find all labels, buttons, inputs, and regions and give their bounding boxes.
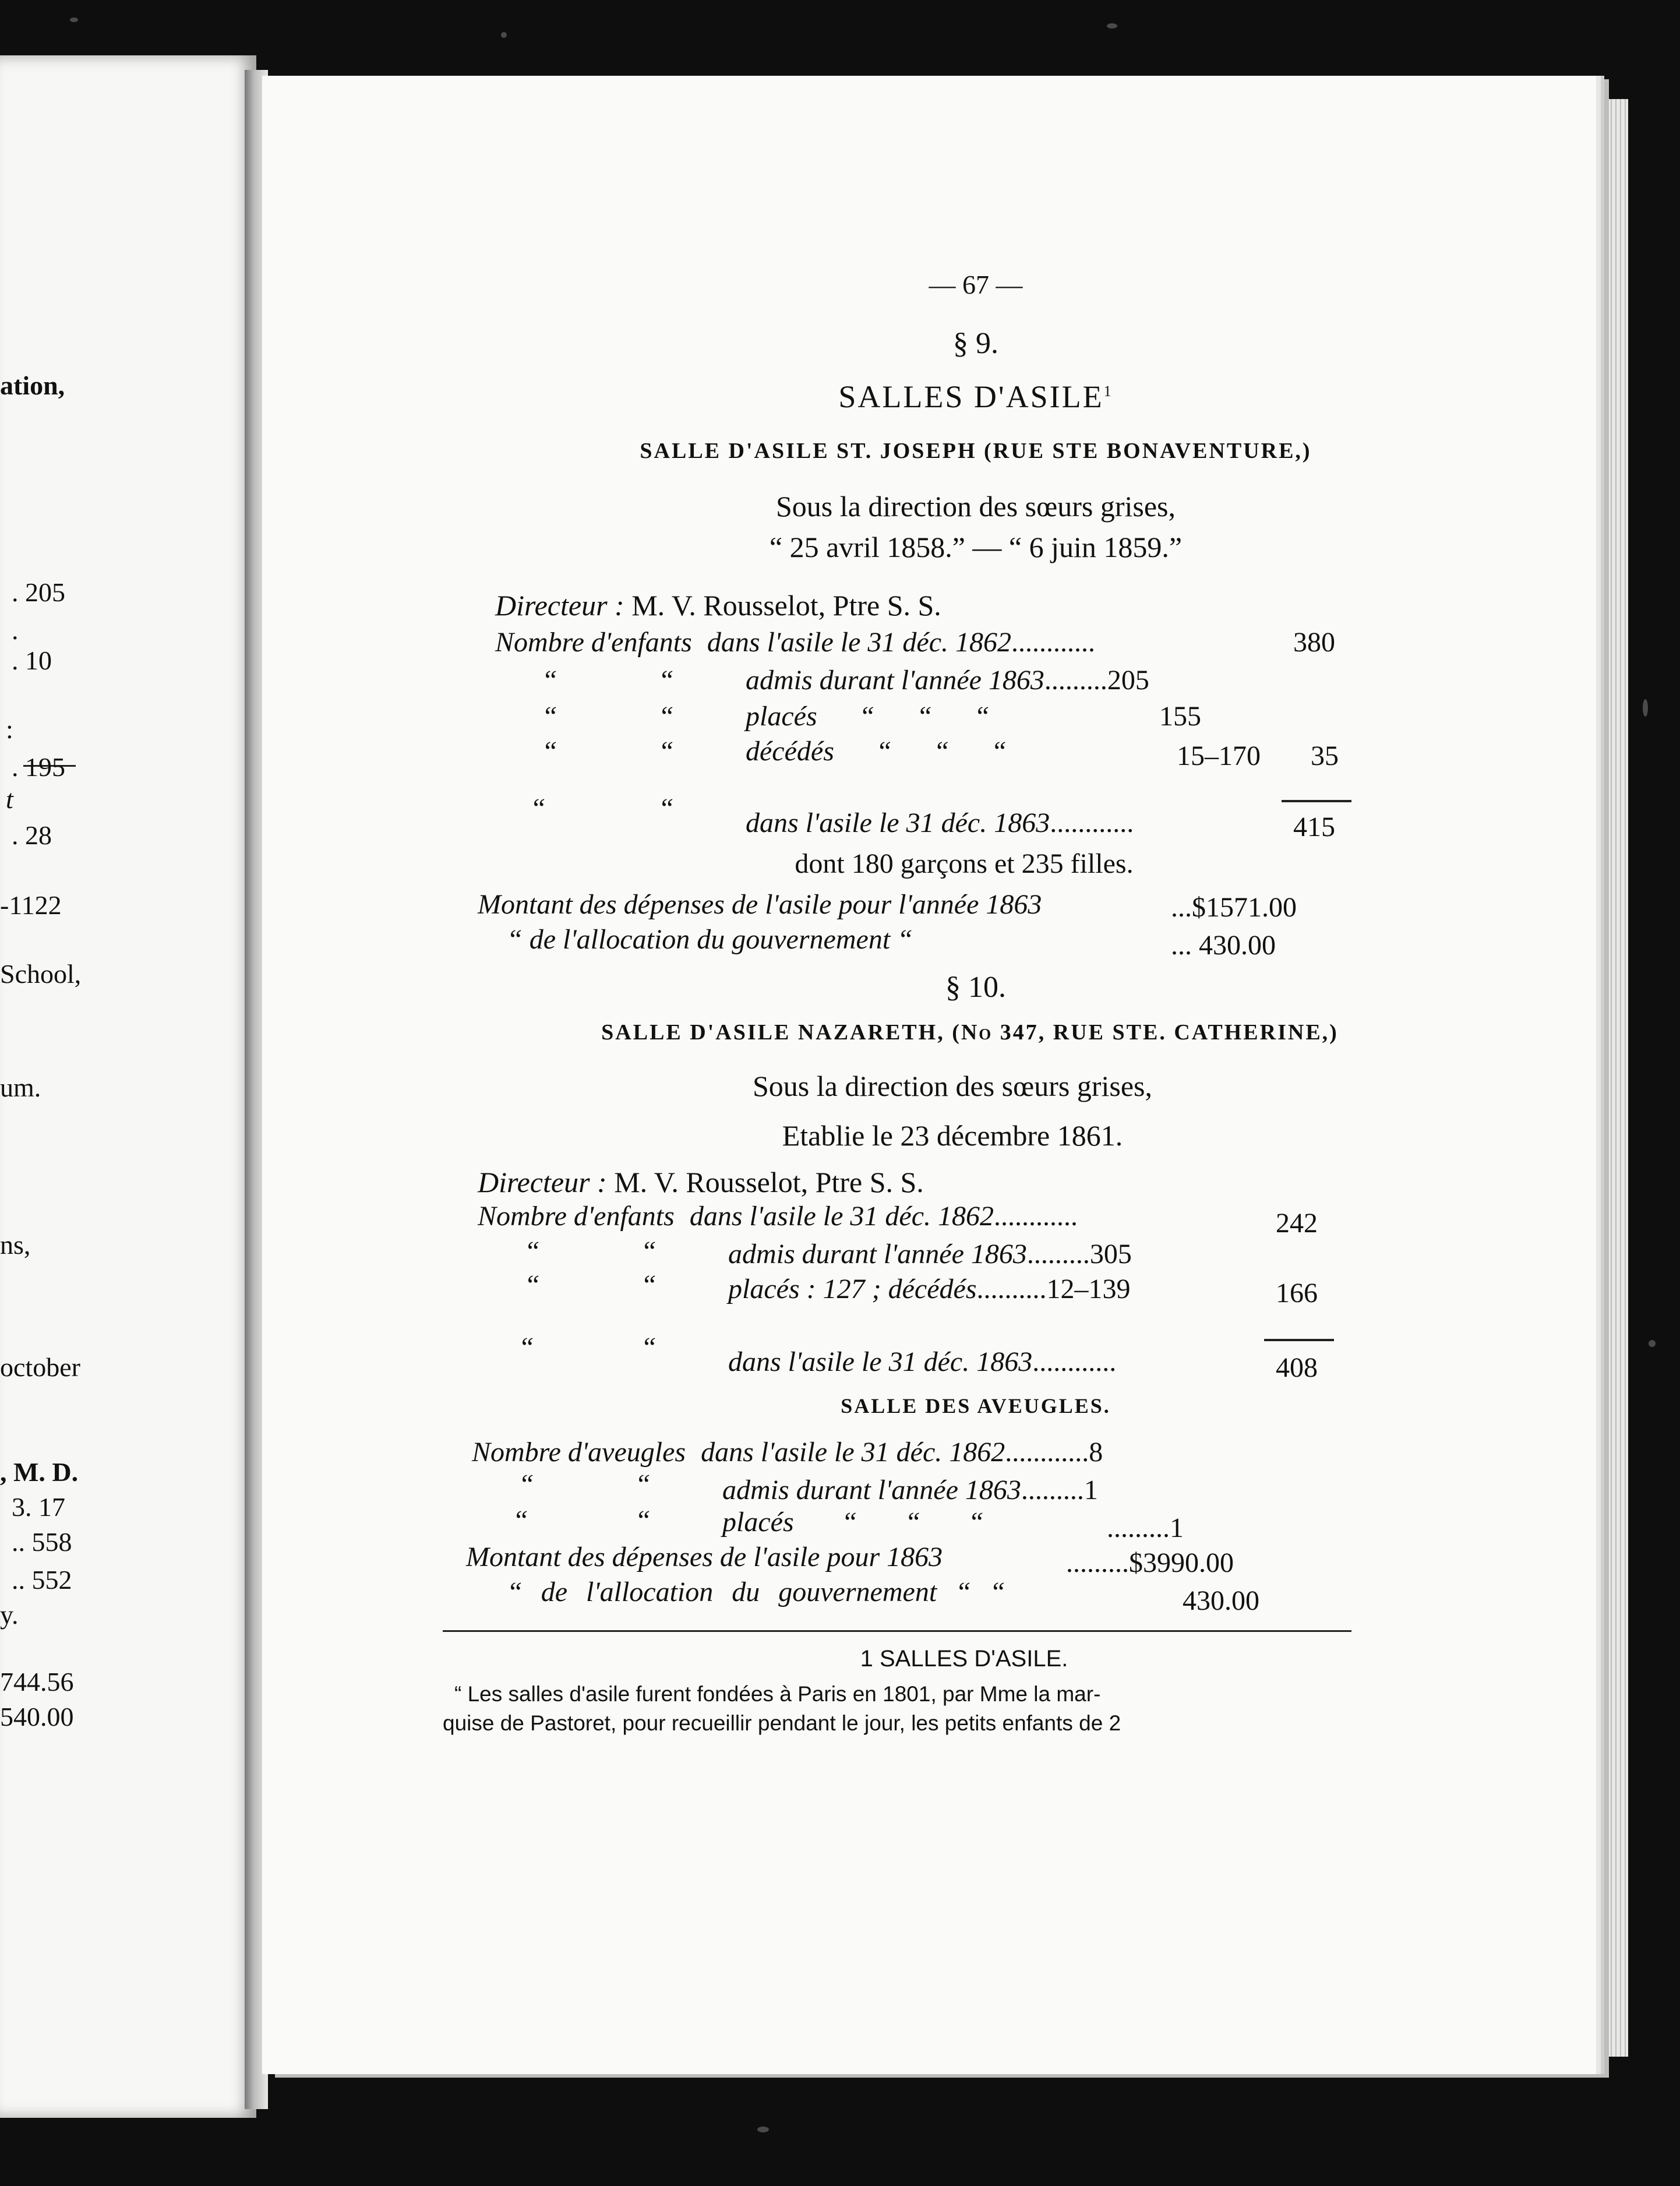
expense-label: Montant des dépenses de l'asile pour l'année 1863 <box>478 889 1042 920</box>
left-text-fragment: october <box>0 1352 80 1382</box>
left-text-fragment: . 205 <box>12 577 65 607</box>
stat-row <box>728 1238 1132 1270</box>
stat-value: 415 <box>1293 812 1335 842</box>
left-text-fragment: um. <box>0 1073 41 1102</box>
ditto-mark: “ <box>542 701 557 732</box>
leader-dots: ......... <box>1026 1239 1090 1270</box>
left-text-fragment: 744.56 <box>0 1667 74 1697</box>
row-desc: admis durant l'année 1863 <box>746 665 1044 696</box>
section-9-subtitle: SALLE D'ASILE ST. JOSEPH (RUE STE BONAVENTURE,) <box>640 439 1312 463</box>
ditto-mark: “ <box>658 701 674 732</box>
stat-value: 166 <box>1276 1278 1318 1309</box>
section-10-subtitle: SALLE D'ASILE NAZARETH, (No 347, RUE STE. CATHERINE,) <box>601 1020 1339 1045</box>
left-text-fragment: t <box>6 784 13 814</box>
ditto-mark: “ <box>524 1236 540 1267</box>
left-text-fragment: y. <box>0 1600 19 1630</box>
row-desc: placés “ “ “ <box>746 701 990 732</box>
ditto-mark: “ <box>635 1505 651 1536</box>
director-name: M. V. Rousselot, Ptre S. S. <box>614 1166 924 1198</box>
section-10-director <box>478 1165 924 1199</box>
row-label: Nombre d'enfants <box>478 1201 675 1232</box>
stat-value: 242 <box>1276 1208 1318 1239</box>
left-text-fragment: , M. D. <box>0 1457 79 1487</box>
row-desc: admis durant l'année 1863 <box>722 1475 1021 1505</box>
row-value: 1 <box>1170 1512 1184 1543</box>
leader-dots: ............ <box>1011 627 1095 658</box>
stat-row <box>722 1474 1098 1506</box>
section-10-heading: § 10. <box>945 971 1006 1004</box>
scan-dust <box>1649 1340 1656 1347</box>
left-text-fragment: ns, <box>0 1230 31 1260</box>
left-text-fragment: . <box>12 615 19 645</box>
right-page <box>262 76 1596 2074</box>
ditto-mark: “ <box>524 1270 540 1300</box>
stat-value: 408 <box>1276 1352 1318 1383</box>
stat-row <box>728 1273 1131 1305</box>
left-text-fragment: : <box>6 714 13 744</box>
left-page-fragment <box>0 55 256 2118</box>
footnote-rule <box>443 1630 1351 1632</box>
grant-label: “ de l'allocation du gouvernement “ “ <box>507 1577 1005 1607</box>
director-label: Directeur : <box>495 589 624 622</box>
director-name: M. V. Rousselot, Ptre S. S. <box>631 589 941 622</box>
row-value: 1 <box>1083 1475 1098 1505</box>
stat-row <box>746 664 1149 696</box>
scan-dust <box>757 2127 769 2132</box>
left-text-fragment: ation, <box>0 371 65 400</box>
expense-label: Montant des dépenses de l'asile pour 1863 <box>466 1542 943 1572</box>
leader-dots: .......... <box>976 1274 1047 1304</box>
row-desc: placés : 127 ; décédés <box>728 1274 977 1304</box>
row-value: 205 <box>1107 665 1149 696</box>
footnote-mark: 1 <box>1103 383 1113 400</box>
stat-value: 380 <box>1293 627 1335 658</box>
ditto-mark: “ <box>518 1469 534 1500</box>
leader-dots: ......... <box>1021 1475 1084 1505</box>
row-desc: dans l'asile le 31 déc. 1862 <box>701 1437 1005 1468</box>
ditto-mark: “ <box>641 1236 657 1267</box>
row-desc: dans l'asile le 31 déc. 1862 <box>707 627 1011 658</box>
ditto-mark: “ <box>641 1270 657 1300</box>
ditto-mark: “ <box>658 736 674 767</box>
footnote-line: “ Les salles d'asile furent fondées à Paris en 1801, par Mme la mar- <box>454 1682 1101 1706</box>
left-text-fragment: . 28 <box>12 820 52 850</box>
left-text-fragment: 540.00 <box>0 1702 74 1732</box>
row-label: Nombre d'aveugles <box>472 1437 686 1468</box>
leader-dots: ............ <box>1050 808 1134 838</box>
page-number: — 67 — <box>929 270 1023 299</box>
left-text-fragment: .. 552 <box>12 1565 72 1595</box>
section-10-established: Etablie le 23 décembre 1861. <box>782 1119 1123 1152</box>
scan-dust <box>1107 23 1117 29</box>
left-text-fragment: 3. 17 <box>12 1492 65 1522</box>
ditto-mark: “ <box>641 1332 657 1363</box>
scan-dust <box>1643 699 1648 717</box>
ditto-mark: “ <box>658 665 674 696</box>
section-10-direction: Sous la direction des sœurs grises, <box>752 1070 1153 1102</box>
footnote-title: 1 SALLES D'ASILE. <box>860 1646 1068 1672</box>
leader-dots: ......... <box>1044 665 1107 696</box>
left-text-fragment: -1122 <box>0 890 62 920</box>
ditto-mark: “ <box>513 1505 528 1536</box>
row-label: Nombre d'enfants <box>495 627 692 658</box>
row-desc: admis durant l'année 1863 <box>728 1239 1027 1270</box>
ditto-mark: “ <box>635 1469 651 1500</box>
footnote-line: quise de Pastoret, pour recueillir pendant le jour, les petits enfants de 2 <box>443 1711 1121 1735</box>
ditto-mark: “ <box>518 1332 534 1363</box>
row-desc: décédés “ “ “ <box>746 736 1007 767</box>
leader-dots: ............ <box>1032 1346 1117 1377</box>
section-9-direction: Sous la direction des sœurs grises, <box>775 490 1176 523</box>
section-title-text: SALLES D'ASILE <box>838 379 1104 414</box>
ditto-mark: “ <box>530 793 546 824</box>
leader-dots: ............ <box>994 1201 1078 1232</box>
stat-row <box>478 1200 1078 1232</box>
row-desc: placés “ “ “ <box>722 1507 984 1538</box>
row-desc: dans l'asile le 31 déc. 1863 <box>728 1346 1033 1377</box>
sum-rule <box>1282 800 1351 802</box>
row-desc: dans l'asile le 31 déc. 1863 <box>746 808 1050 838</box>
section-9-heading: § 9. <box>953 327 998 360</box>
stat-row <box>746 807 1134 839</box>
expense-value: ...$1571.00 <box>1171 892 1297 923</box>
scan-dust <box>70 17 78 22</box>
left-text-fragment: .. 558 <box>12 1527 72 1557</box>
director-label: Directeur : <box>478 1166 607 1198</box>
leader-dots: ......... <box>1107 1512 1170 1543</box>
stat-row <box>728 1346 1116 1378</box>
ditto-mark: “ <box>658 793 674 824</box>
expense-value: .........$3990.00 <box>1066 1547 1234 1578</box>
section-9-director <box>495 588 941 622</box>
gender-split: dont 180 garçons et 235 filles. <box>795 848 1134 879</box>
row-value: 8 <box>1089 1437 1103 1468</box>
ditto-mark: “ <box>542 665 557 696</box>
stat-row <box>472 1436 1103 1468</box>
left-text-fragment: . 195 <box>12 752 65 782</box>
scan-dust <box>501 32 507 38</box>
stat-value: 35 <box>1311 741 1339 771</box>
sum-rule <box>1264 1339 1334 1341</box>
ditto-mark: “ <box>542 736 557 767</box>
stat-row <box>495 626 1095 658</box>
blind-subtitle: SALLE DES AVEUGLES. <box>841 1394 1111 1418</box>
left-text-fragment: . 10 <box>12 646 52 675</box>
left-text-fragment: School, <box>0 959 82 989</box>
grant-label: “ de l'allocation du gouvernement “ <box>507 924 913 955</box>
row-value: 155 <box>1159 701 1201 732</box>
row-value: 305 <box>1089 1239 1132 1270</box>
row-value: 12–139 <box>1046 1274 1131 1304</box>
grant-value: ... 430.00 <box>1171 930 1276 961</box>
section-9-dates: “ 25 avril 1858.” — “ 6 juin 1859.” <box>769 531 1183 563</box>
leader-dots: ............ <box>1005 1437 1089 1468</box>
section-9-title <box>309 379 1643 415</box>
row-desc: dans l'asile le 31 déc. 1862 <box>689 1201 994 1232</box>
row-value: 15–170 <box>1177 741 1261 771</box>
stat-row <box>1107 1512 1184 1544</box>
grant-value: 430.00 <box>1183 1585 1259 1616</box>
